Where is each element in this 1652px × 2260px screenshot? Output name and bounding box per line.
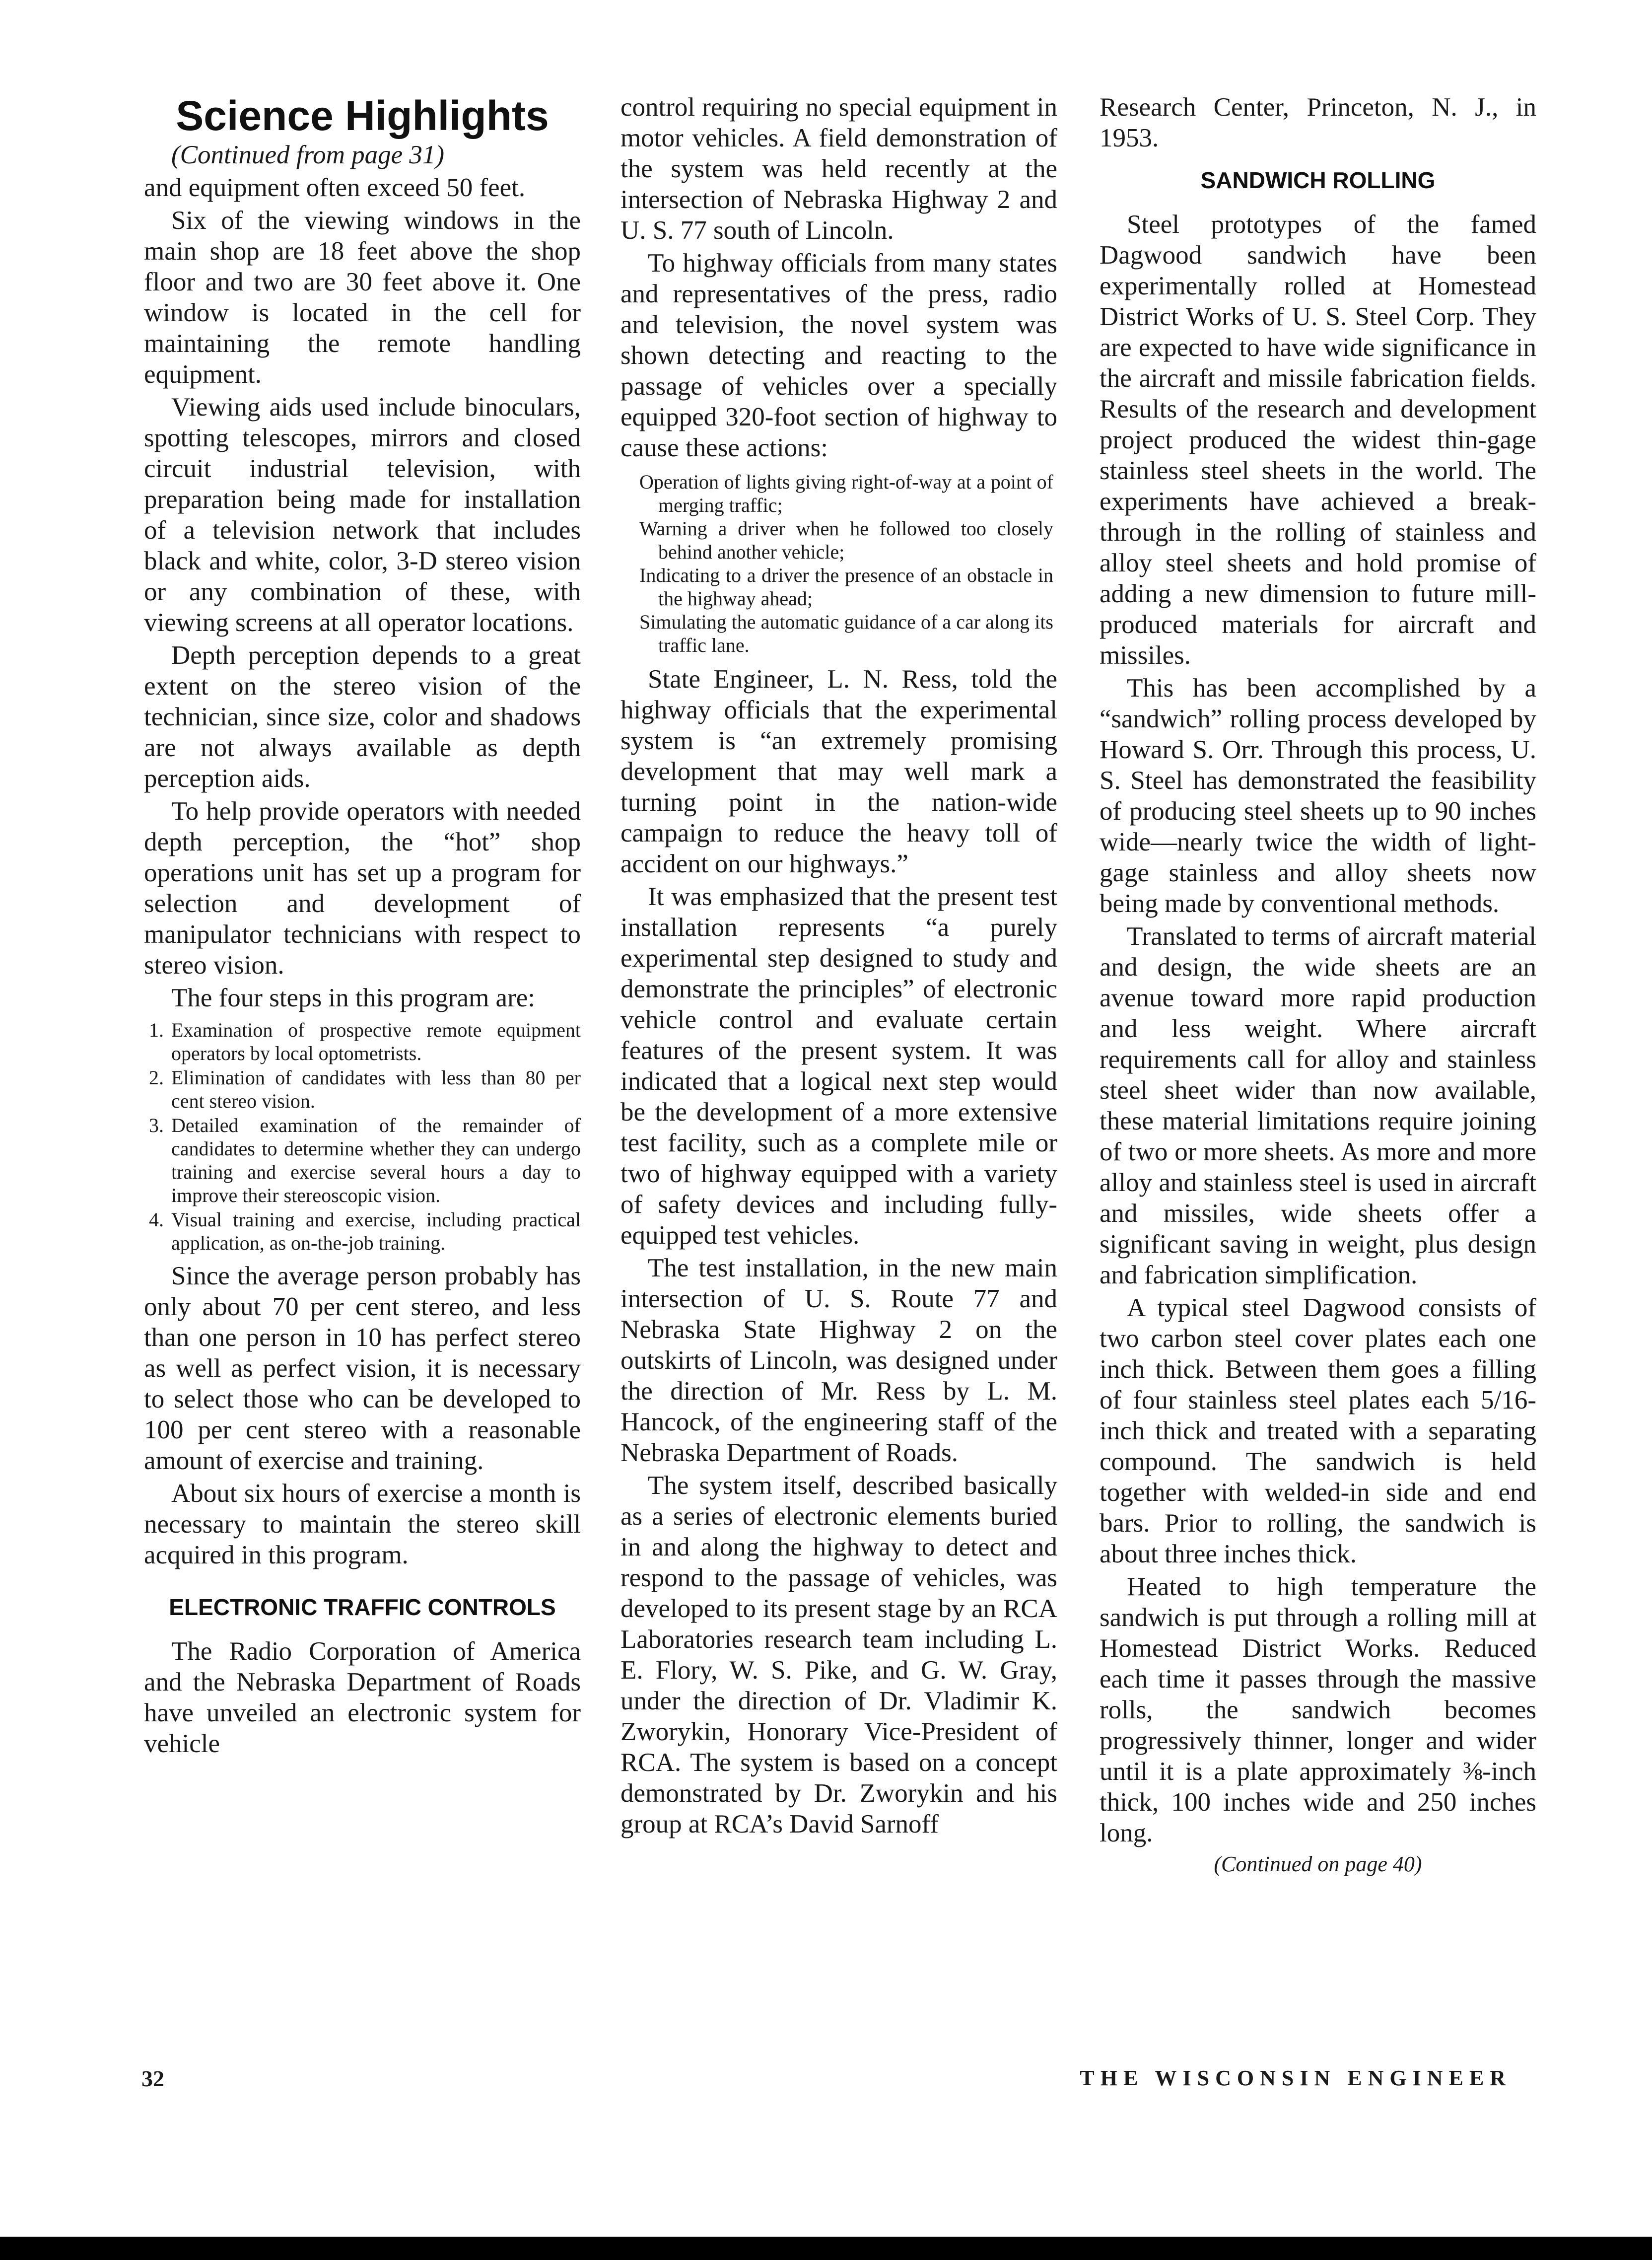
paragraph: The four steps in this program are: <box>171 984 535 1012</box>
continued-from-note: (Continued from page 31) <box>171 141 445 169</box>
paragraph: To highway officials from many states and representatives of the press, radio and television, the novel system was shown detecting and reacting to the passage of vehicles over a specially equipped 320-foot section of highway to cause these actions: <box>620 249 1057 462</box>
program-steps-list <box>144 1018 581 1255</box>
section-heading-sandwich-rolling: SANDWICH ROLLING <box>1200 167 1436 193</box>
list-item: Simulating the automatic guidance of a car along its traffic lane. <box>639 611 1053 656</box>
paragraph: A typical steel Dagwood consists of two carbon steel cover plates each one inch thick. Between them goes a filling of four stainless steel plates each 5/16-inch thick and treated with a separating compound. The sandwich is held together with welded-in side and end bars. Prior to rolling, the sandwich is about three inches thick. <box>1100 1293 1536 1568</box>
paragraph: Six of the viewing windows in the main shop are 18 feet above the shop floor and two are 30 feet above it. One window is located in the cell for maintaining the remote handling equipment. <box>144 206 581 389</box>
paragraph: Viewing aids used include binoculars, spotting telescopes, mirrors and closed circuit industrial television, with preparation being made for installation of a television network that includes black and white, color, 3-D stereo vision or any combination of these, with viewing screens at all operator locations. <box>144 393 581 637</box>
paragraph: and equipment often exceed 50 feet. <box>144 173 526 202</box>
list-number: 4. <box>149 1208 164 1231</box>
section-heading-traffic-controls: ELECTRONIC TRAFFIC CONTROLS <box>169 1594 556 1620</box>
list-item <box>144 1066 581 1113</box>
list-item <box>144 1114 581 1207</box>
paragraph: This has been accomplished by a “sandwich” rolling process developed by Howard S. Orr. Through this process, U. S. Steel has demonstrated the feasibility of producing steel sheets up to 90 inches wide—nearly twice the width of light-gage stainless and alloy sheets now being made by conventional methods. <box>1100 674 1536 918</box>
list-number: 1. <box>149 1019 164 1041</box>
system-actions-list <box>620 470 1057 657</box>
list-item-text: Visual training and exercise, including practical application, as on-the-job training. <box>171 1208 581 1254</box>
page-title: Science Highlights <box>176 92 549 139</box>
list-item-text: Elimination of candidates with less than 80 per cent stereo vision. <box>171 1066 581 1112</box>
paragraph: About six hours of exercise a month is necessary to maintain the stereo skill acquired in this program. <box>144 1479 581 1569</box>
list-item <box>144 1018 581 1065</box>
list-number: 2. <box>149 1066 164 1089</box>
page-footer <box>141 2065 1512 2095</box>
list-item: Operation of lights giving right-of-way at a point of merging traffic; <box>639 471 1053 516</box>
paragraph: Steel prototypes of the famed Dagwood sandwich have been experimentally rolled at Homestead District Works of U. S. Steel Corp. They are expected to have wide significance in the aircraft and missile fabrication fields. Results of the research and development project produced the widest thin-gage stainless steel sheets in the world. The experiments have achieved a break-through in the rolling of stainless and alloy steel sheets and hold promise of adding a new dimension to future mill-produced materials for aircraft and missiles. <box>1100 210 1536 670</box>
list-number: 3. <box>149 1114 164 1136</box>
paragraph: State Engineer, L. N. Ress, told the highway officials that the experimental system is “an extremely promising development that may well mark a turning point in the nation-wide campaign to reduce the heavy toll of accident on our highways.” <box>620 665 1057 878</box>
page-number: 32 <box>141 2066 164 2091</box>
paragraph: The system itself, described basically as a series of electronic elements buried in and along the highway to detect and respond to the passage of vehicles, was developed to its present stage by an RCA Laboratories research team including L. E. Flory, W. S. Pike, and G. W. Gray, under the direction of Dr. Vladimir K. Zworykin, Honorary Vice-President of RCA. The system is based on a concept demonstrated by Dr. Zworykin and his group at RCA’s David Sarnoff <box>620 1471 1057 1838</box>
paragraph: The Radio Corporation of America and the Nebraska Department of Roads have unveiled an electronic system for vehicle <box>144 1637 581 1758</box>
paragraph: Since the average person probably has only about 70 per cent stereo, and less than one person in 10 has perfect stereo as well as perfect vision, it is necessary to select those who can be developed to 100 per cent stereo with a reasonable amount of exercise and training. <box>144 1262 581 1475</box>
paragraph: Heated to high temperature the sandwich is put through a rolling mill at Homestead District Works. Reduced each time it passes through the massive rolls, the sandwich becomes progressively thinner, longer and wider until it is a plate approximately ⅜-inch thick, 100 inches wide and 250 inches long. <box>1100 1572 1536 1847</box>
list-item: Warning a driver when he followed too closely behind another vehicle; <box>639 517 1053 563</box>
paragraph: Translated to terms of aircraft material and design, the wide sheets are an avenue toward more rapid production and less weight. Where aircraft requirements call for alloy and stainless steel sheet wider than now available, these material limitations require joining of two or more sheets. As more and more alloy and stainless steel is used in aircraft and missiles, wide sheets offer a significant saving in weight, plus design and fabrication simplification. <box>1100 922 1536 1289</box>
paragraph: The test installation, in the new main intersection of U. S. Route 77 and Nebraska State Highway 2 on the outskirts of Lincoln, was designed under the direction of Mr. Ress by L. M. Hancock, of the engineering staff of the Nebraska Department of Roads. <box>620 1254 1057 1467</box>
column-3 <box>1100 92 1536 1878</box>
paragraph: control requiring no special equipment in motor vehicles. A field demonstration of the system was held recently at the intersection of Nebraska Highway 2 and U. S. 77 south of Lincoln. <box>620 93 1057 245</box>
paragraph: Depth perception depends to a great extent on the stereo vision of the technician, since size, color and shadows are not always available as depth perception aids. <box>144 641 581 793</box>
scan-border <box>0 2237 1652 2260</box>
continued-on-note: (Continued on page 40) <box>1214 1852 1422 1876</box>
column-1 <box>144 92 581 1759</box>
list-item-text: Detailed examination of the remainder of candidates to determine whether they can undergo training and exercise several hours a day to improve their stereoscopic vision. <box>171 1114 581 1206</box>
column-2 <box>620 92 1057 1839</box>
list-item: Indicating to a driver the presence of an obstacle in the highway ahead; <box>639 564 1053 610</box>
journal-name: THE WISCONSIN ENGINEER <box>1080 2066 1512 2090</box>
paragraph: Research Center, Princeton, N. J., in 1953. <box>1100 93 1536 152</box>
paragraph: It was emphasized that the present test installation represents “a purely experimental step designed to study and demonstrate the principles” of electronic vehicle control and evaluate certain features of the present system. It was indicated that a logical next step would be the development of a more extensive test facility, such as a complete mile or two of highway equipped with a variety of safety devices and including fully-equipped test vehicles. <box>620 882 1057 1250</box>
list-item-text: Examination of prospective remote equipment operators by local optometrists. <box>171 1019 581 1064</box>
paragraph: To help provide operators with needed depth perception, the “hot” shop operations unit has set up a program for selection and development of manipulator technicians with respect to stereo vision. <box>144 797 581 980</box>
list-item <box>144 1208 581 1255</box>
